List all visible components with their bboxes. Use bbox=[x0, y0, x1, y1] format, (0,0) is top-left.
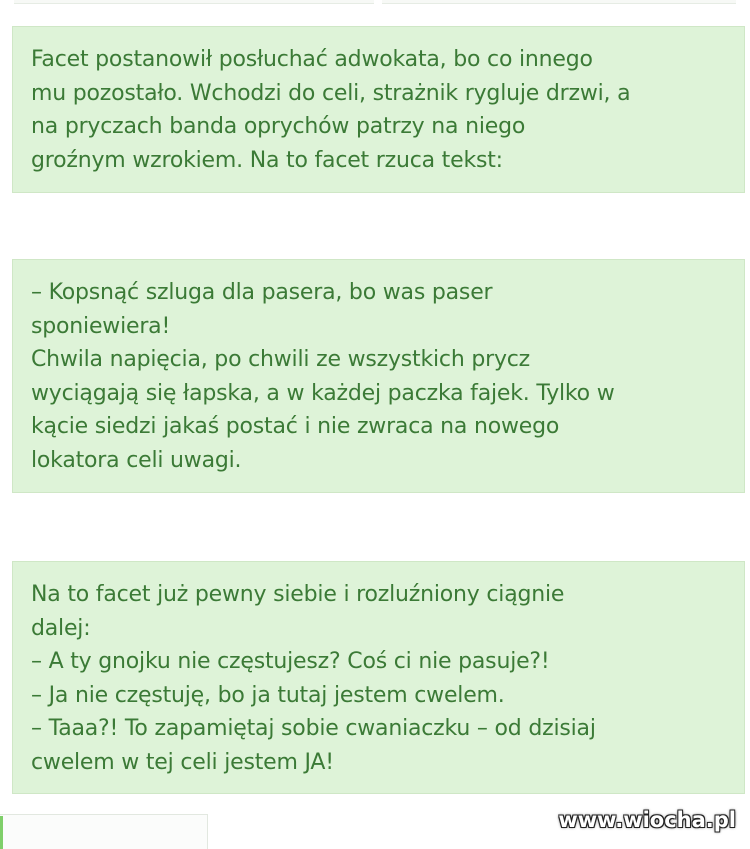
text-line: cwelem w tej celi jestem JA! bbox=[31, 749, 334, 775]
bottom-panel bbox=[0, 814, 208, 849]
text-line: sponiewiera! bbox=[31, 313, 171, 339]
top-divider-right bbox=[382, 0, 736, 4]
text-line: mu pozostało. Wchodzi do celi, strażnik rygluje drzwi, a bbox=[31, 80, 631, 106]
text-line: groźnym wzrokiem. Na to facet rzuca tekst: bbox=[31, 147, 503, 173]
text-line: – A ty gnojku nie częstujesz? Coś ci nie pasuje?! bbox=[31, 649, 550, 674]
text-line: lokatora celi uwagi. bbox=[31, 447, 242, 473]
bottom-accent-bar bbox=[0, 816, 3, 849]
text-line: dalej: bbox=[31, 615, 91, 641]
text-block-3 bbox=[12, 561, 745, 794]
top-divider-left bbox=[14, 0, 374, 4]
text-line: Facet postanowił posłuchać adwokata, bo co innego bbox=[31, 47, 593, 72]
text-line: – Kopsnąć szluga dla pasera, bo was paser bbox=[31, 280, 493, 305]
text-line: wyciągają się łapska, a w każdej paczka fajek. Tylko w bbox=[31, 380, 615, 406]
text-line: Chwila napięcia, po chwili ze wszystkich prycz bbox=[31, 347, 531, 372]
text-line: – Taaa?! To zapamiętaj sobie cwaniaczku – od dzisiaj bbox=[31, 716, 596, 741]
text-line: na pryczach banda oprychów patrzy na niego bbox=[31, 114, 526, 139]
text-line: – Ja nie częstuję, bo ja tutaj jestem cwelem. bbox=[31, 682, 505, 708]
site-watermark: www.wiocha.pl bbox=[558, 808, 736, 832]
text-block-2 bbox=[12, 259, 745, 493]
text-line: kącie siedzi jakaś postać i nie zwraca na nowego bbox=[31, 414, 560, 439]
text-block-1 bbox=[12, 26, 745, 193]
text-line: Na to facet już pewny siebie i rozluźniony ciągnie bbox=[31, 582, 565, 607]
